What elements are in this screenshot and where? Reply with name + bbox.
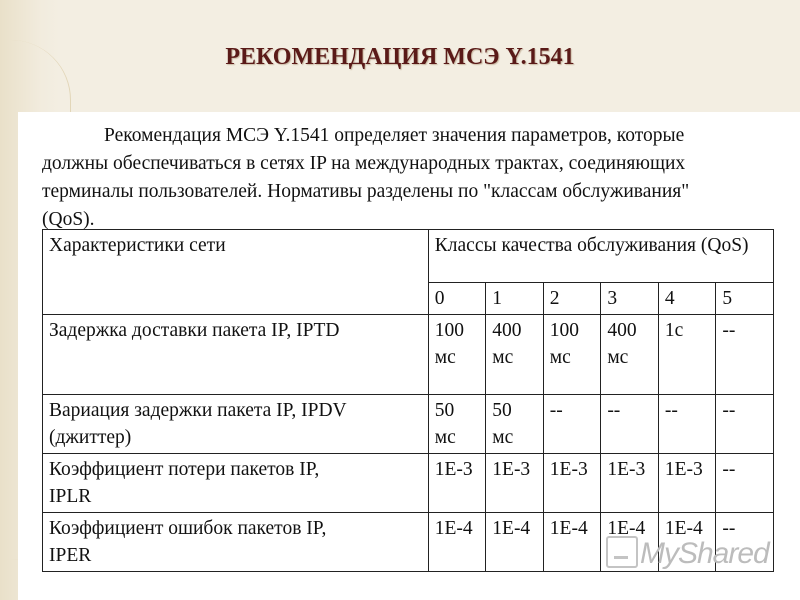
cell-value: 400 мс [601,315,659,395]
presentation-icon [606,536,638,568]
intro-line-4: (QoS). [42,209,95,230]
cell-value: 100 мс [543,315,601,395]
cell-value: 1E-3 [486,454,544,513]
cell-value: 50 мс [486,395,544,454]
table-header-row [43,230,774,283]
class-number: 5 [716,283,774,315]
cell-value: -- [716,395,774,454]
cell-value: -- [658,395,716,454]
row-label: Вариация задержки пакета IP, IPDV (джиттер) [43,395,429,454]
class-number: 1 [486,283,544,315]
class-number: 2 [543,283,601,315]
row-label: Коэффициент ошибок пакетов IP, IPER [43,513,429,572]
row-label: Задержка доставки пакета IP, IPTD [43,315,429,395]
table-row [43,454,774,513]
class-number: 4 [658,283,716,315]
cell-value: 1E-3 [658,454,716,513]
cell-value: 100 мс [428,315,486,395]
cell-value: 1с [658,315,716,395]
watermark-text: MyShared [640,537,769,571]
cell-value: 50 мс [428,395,486,454]
cell-value: 1E-4 [601,513,659,572]
cell-value: 1E-3 [428,454,486,513]
header-classes: Классы качества обслуживания (QoS) [428,230,773,283]
header-characteristics: Характеристики сети [43,230,429,315]
watermark [606,536,776,576]
table-row [43,395,774,454]
intro-line-3: терминалы пользователей. Нормативы разделены по "классам обслуживания" [42,181,690,202]
cell-value: -- [601,395,659,454]
row-label: Коэффициент потери пакетов IP, IPLR [43,454,429,513]
cell-value: 1E-3 [543,454,601,513]
cell-value: 1E-4 [486,513,544,572]
table-row [43,315,774,395]
slide-title: РЕКОМЕНДАЦИЯ МСЭ Y.1541 [225,44,575,70]
cell-value: -- [543,395,601,454]
intro-paragraph [42,122,782,234]
class-number: 0 [428,283,486,315]
cell-value: -- [716,513,774,572]
intro-line-1: Рекомендация МСЭ Y.1541 определяет значения параметров, которые [104,125,685,146]
cell-value: 1E-4 [543,513,601,572]
cell-value: 1E-4 [658,513,716,572]
cell-value: -- [716,454,774,513]
qos-table [42,229,774,572]
cell-value: -- [716,315,774,395]
intro-line-2: должны обеспечиваться в сетях IP на международных трактах, соединяющих [42,153,686,174]
class-number: 3 [601,283,659,315]
cell-value: 400 мс [486,315,544,395]
cell-value: 1E-4 [428,513,486,572]
cell-value: 1E-3 [601,454,659,513]
